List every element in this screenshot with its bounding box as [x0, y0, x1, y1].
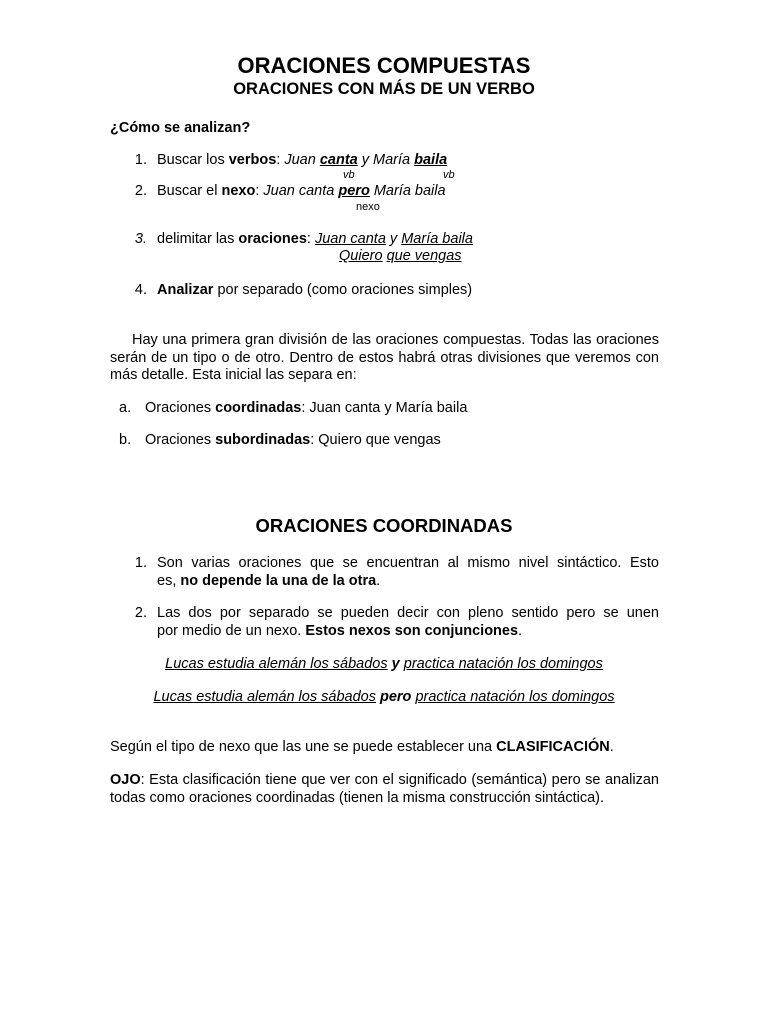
step-4: Analizar por separado (como oraciones simples)	[157, 282, 473, 298]
section-title: ORACIONES COORDINADAS	[255, 515, 513, 536]
point-number: 1.	[134, 555, 147, 571]
example-sentence-y: Lucas estudia alemán los sábados y practica natación los domingos	[165, 656, 603, 672]
example-sentence-pero: Lucas estudia alemán los sábados pero practica natación los domingos	[153, 689, 615, 705]
verb-note: vb	[343, 169, 355, 181]
page-subtitle: ORACIONES CON MÁS DE UN VERBO	[233, 80, 535, 98]
step-2: Buscar el nexo: Juan canta pero María baila	[157, 183, 446, 199]
step-number: 4.	[134, 282, 147, 298]
step-3: delimitar las oraciones: Juan canta y María baila	[157, 231, 473, 247]
step-number: 3.	[134, 231, 147, 247]
step-number: 2.	[134, 183, 147, 199]
coord-point-1: Son varias oraciones que se encuentran al mismo nivel sintáctico. Esto es, no depende la una de la otra.	[157, 555, 659, 589]
step-1: Buscar los verbos: Juan canta y María baila	[157, 152, 448, 168]
intro-paragraph: Hay una primera gran división de las oraciones compuestas. Todas las oraciones serán de un tipo o de otro. Dentro de estos habrá otras divisiones que veremos con más detalle. Esta inicial las separa en:	[110, 332, 659, 383]
nexo-note: nexo	[356, 201, 380, 213]
type-letter: a.	[119, 400, 132, 416]
page-title: ORACIONES COMPUESTAS	[237, 53, 531, 78]
type-coordinadas: Oraciones coordinadas: Juan canta y María baila	[145, 400, 468, 416]
coord-point-2: Las dos por separado se pueden decir con pleno sentido pero se unen por medio de un nexo. Estos nexos son conjunciones.	[157, 605, 659, 639]
type-subordinadas: Oraciones subordinadas: Quiero que vengas	[145, 432, 441, 448]
point-number: 2.	[134, 605, 147, 621]
type-letter: b.	[119, 432, 132, 448]
question-heading: ¿Cómo se analizan?	[110, 120, 251, 136]
ojo-paragraph: OJO: Esta clasificación tiene que ver con el significado (semántica) pero se analizan todas como oraciones coordinadas (tienen la misma construcción sintáctica).	[110, 772, 659, 806]
step-3-example-2: Quiero que vengas	[339, 248, 462, 264]
verb-note: vb	[443, 169, 455, 181]
clasificacion-line: Según el tipo de nexo que las une se puede establecer una CLASIFICACIÓN.	[110, 739, 614, 755]
step-number: 1.	[134, 152, 147, 168]
